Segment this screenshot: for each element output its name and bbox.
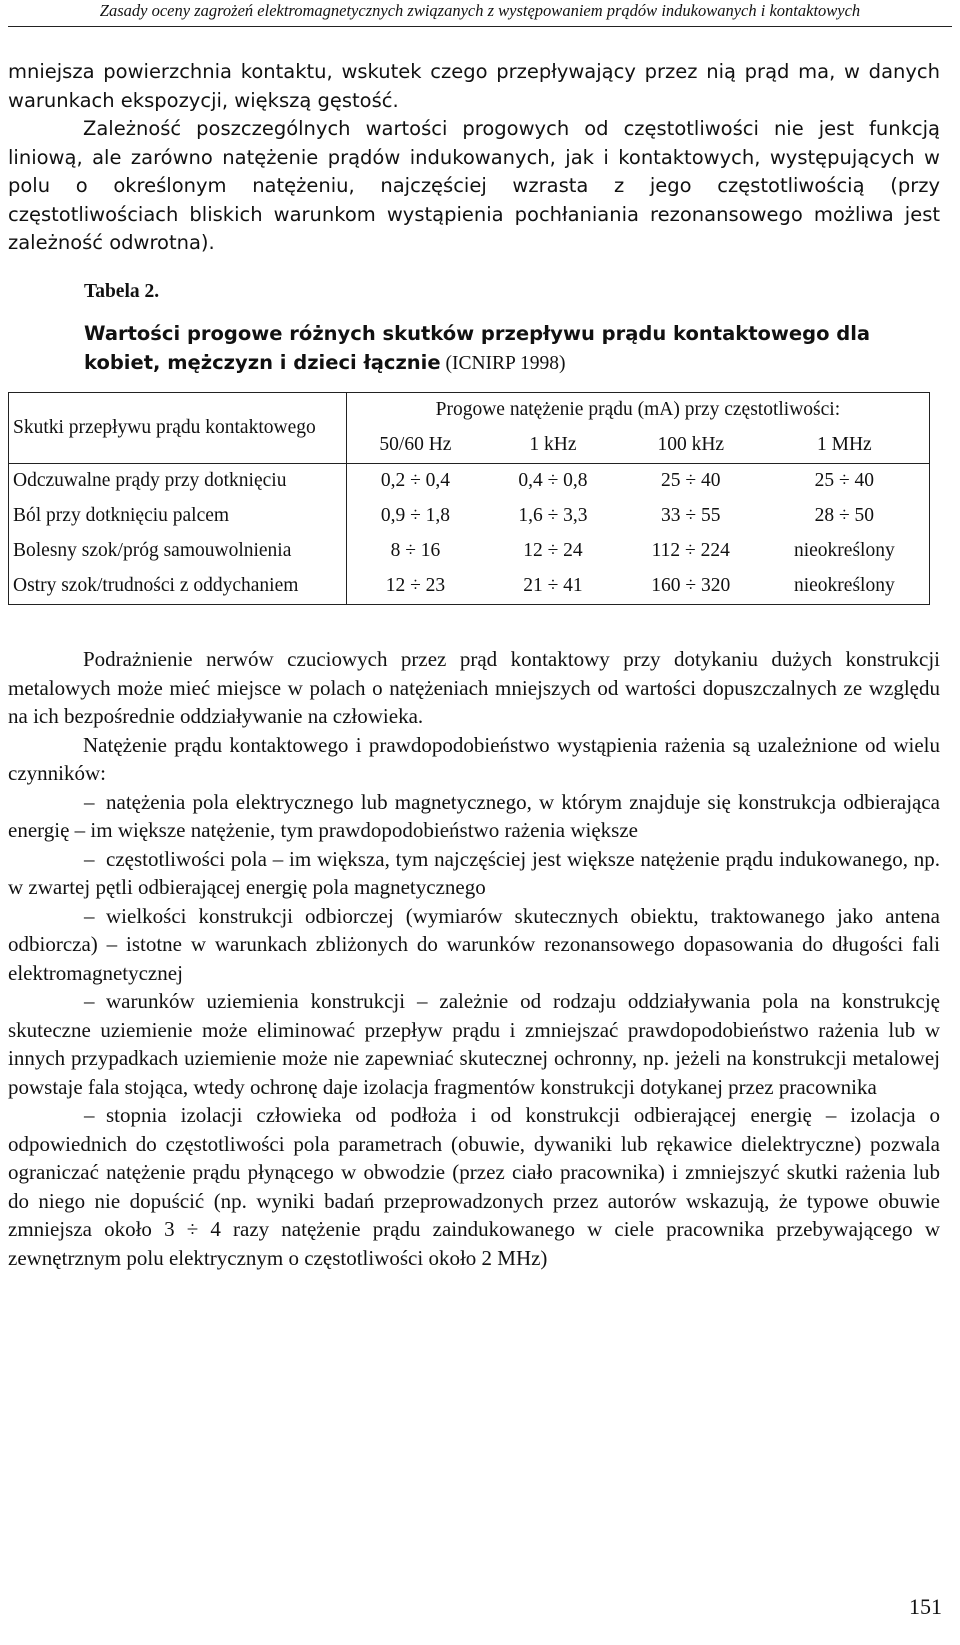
table-label: Tabela 2. [84, 280, 160, 302]
threshold-table [8, 392, 930, 605]
dash-bullet-icon: – [84, 903, 95, 928]
running-header [8, 0, 952, 27]
table-cell: 1,6 ÷ 3,3 [518, 505, 588, 527]
table-col-header: 1 MHz [760, 428, 930, 464]
table-cell: 112 ÷ 224 [651, 540, 730, 562]
table-cell: 25 ÷ 40 [760, 464, 930, 500]
dash-bullet-icon: – [84, 789, 95, 814]
table-row [9, 569, 930, 605]
table-cell: 33 ÷ 55 [661, 505, 721, 527]
table-caption-source: (ICNIRP 1998) [440, 353, 566, 374]
list-item: – stopnia izolacji człowieka od podłoża i od konstrukcji odbierającej energię – izolacja o odpowiednich do częstotliwości pola parametrach (obuwie, dywaniki lub rękawice dielektryczne) pozwala ograniczać natężenie prądu płynącego w obwodzie (przez ciało pracownika) i zmniejszyć skutki rażenia lub do niego nie dopuścić (np. wyniki badań przeprowadzonych przez autorów wskazują, że typowe obuwie zmniejsza około 3 ÷ 4 razy natężenie prądu zaindukowanego w ciele pracownika przebywającego w zewnętrznym polu elektrycznym o częstotliwości około 2 MHz) [8, 1103, 940, 1270]
table-cell: nieokreślony [760, 534, 930, 569]
table-row-header: Skutki przepływu prądu kontaktowego [9, 393, 347, 464]
table-caption-bold: Wartości progowe różnych skutków przepływu prądu kontaktowego dla kobiet, mężczyzn i dzieci łącznie [84, 322, 871, 374]
table-row [9, 464, 930, 500]
table-cell: 160 ÷ 320 [622, 569, 760, 605]
table-col-header: 100 kHz [622, 428, 760, 464]
dash-bullet-icon: – [84, 846, 95, 871]
table-group-header: Progowe natężenie prądu (mA) przy częstotliwości: [346, 393, 929, 429]
table-row [9, 534, 930, 569]
table-cell: 0,9 ÷ 1,8 [380, 505, 451, 527]
paragraph: Natężenie prądu kontaktowego i prawdopodobieństwo wystąpienia rażenia są uzależnione od wielu czynników: [8, 732, 940, 785]
list-item: – wielkości konstrukcji odbiorczej (wymiarów skutecznych obiektu, traktowanego jako antena odbiorcza) – istotne w warunkach zbliżonych do warunków rezonansowego dopasowania do długości fali elektromagnetycznej [8, 903, 940, 985]
table-cell: 12 ÷ 23 [346, 569, 484, 605]
table-cell: 0,4 ÷ 0,8 [518, 470, 588, 492]
dash-bullet-icon: – [84, 1103, 95, 1127]
table-cell: nieokreślony [760, 569, 930, 605]
table-cell-effect: Bolesny szok/próg samouwolnienia [9, 534, 347, 569]
table-cell: 8 ÷ 16 [390, 540, 441, 562]
page-content [8, 58, 940, 1272]
table-cell-effect: Ból przy dotknięciu palcem [9, 499, 347, 534]
factor-list [8, 788, 940, 1273]
table-cell: 28 ÷ 50 [760, 499, 930, 534]
table-cell: 21 ÷ 41 [484, 569, 622, 605]
table-col-header: 50/60 Hz [346, 428, 484, 464]
table-cell: 0,2 ÷ 0,4 [380, 470, 451, 492]
table-row [9, 499, 930, 534]
table-col-header: 1 kHz [484, 428, 622, 464]
table-caption [84, 320, 940, 378]
page-number: 151 [909, 1594, 942, 1619]
paragraph: Zależność poszczególnych wartości progowych od częstotliwości nie jest funkcją liniową, ale zarówno natężenie prądów indukowanych, jak i kontaktowych, występujących w polu o określonym natężeniu, najczęściej wzrasta z jego częstotliwością (przy częstotliwościach bliskich warunkom wystąpienia pochłaniania rezonansowego możliwa jest zależność odwrotna). [8, 117, 940, 254]
table-cell-effect: Odczuwalne prądy przy dotknięciu [9, 464, 347, 500]
paragraph: mniejsza powierzchnia kontaktu, wskutek czego przepływający przez nią prąd ma, w danych warunkach ekspozycji, większą gęstość. [8, 60, 940, 112]
list-item: – natężenia pola elektrycznego lub magnetycznego, w którym znajduje się konstrukcja odbierająca energię – im większe natężenie, tym prawdopodobieństwo rażenia większe [8, 789, 940, 842]
list-item: – częstotliwości pola – im większa, tym najczęściej jest większe natężenie prądu indukowanego, np. w zwartej pętli odbierającej energię pola magnetycznego [8, 846, 940, 899]
paragraph: Podrażnienie nerwów czuciowych przez prąd kontaktowy przy dotykaniu dużych konstrukcji metalowych może mieć miejsce w polach o natężeniach mniejszych od wartości dopuszczalnych ze względu na ich bezpośrednie oddziaływanie na człowieka. [8, 647, 940, 728]
table-cell: 12 ÷ 24 [523, 540, 583, 562]
table-cell-effect: Ostry szok/trudności z oddychaniem [9, 569, 347, 605]
list-item: – warunków uziemienia konstrukcji – zależnie od rodzaju oddziaływania pola na konstrukcję skuteczne uziemienie może eliminować przepływ prądu i zmniejszać prawdopodobieństwo rażenia lub w innych przypadkach uziemienie może nie zapewniać skutecznej ochronny, np. jeżeli na konstrukcji metalowej powstaje fala stojąca, wtedy ochronę daje izolacja fragmentów konstrukcji dotykanej przez pracownika [8, 989, 940, 1099]
dash-bullet-icon: – [84, 989, 95, 1013]
table-cell: 25 ÷ 40 [661, 470, 721, 492]
running-title: Zasady oceny zagrożeń elektromagnetycznych związanych z występowaniem prądów indukowanych i kontaktowych [99, 1, 861, 20]
